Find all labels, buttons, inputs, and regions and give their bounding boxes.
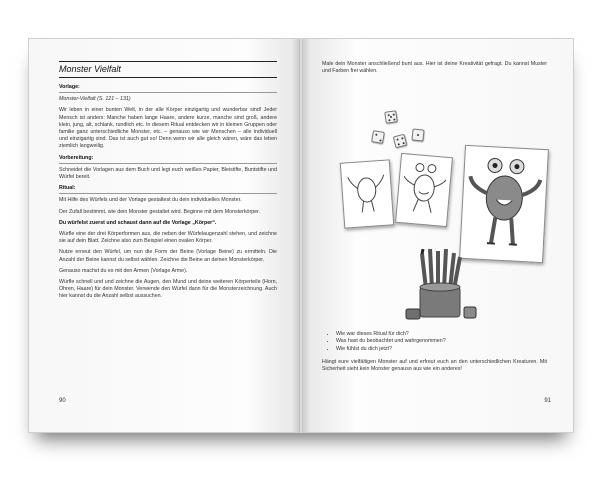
monster-card-1 — [340, 159, 394, 228]
left-page-content — [59, 61, 277, 305]
question-list — [322, 331, 547, 353]
vorbereitung-paragraph: Schneidet die Vorlagen aus dem Buch und legt euch weißes Papier, Bleistifte, Buntstifte und Würfel bereit. — [59, 166, 277, 181]
dice-icon — [384, 110, 398, 124]
right-intro-paragraph: Male dein Monster anschließend bunt aus. Hier ist deine Kreativität gefragt. Du kannst Muster und Farben frei wählen. — [322, 61, 547, 75]
monster-drawing-icon — [341, 160, 393, 227]
page-number-left: 90 — [59, 398, 66, 404]
dice-icon — [411, 128, 424, 141]
page-title: Monster Vielfalt — [59, 61, 277, 78]
section-heading-vorlage: Vorlage: — [59, 84, 277, 93]
ritual-paragraph-3: Würfle eine der drei Körperformen aus, die neben der Würfelaugenzahl stehen, und zeichne sie auf dein Blatt. Zeichne also zum Beispiel einen ovalen Körper. — [59, 231, 277, 245]
pencil-cup — [402, 249, 482, 324]
right-page-lower — [322, 331, 547, 374]
pencil-sharpener-icon — [406, 309, 420, 319]
question-item: • Wie war dieses Ritual für dich? — [336, 331, 547, 338]
right-page-content — [322, 61, 547, 79]
question-item: • Was hast du beobachtet und wahrgenommen? — [336, 338, 547, 345]
vorlage-reference: Monster-Vielfalt (S. 121 – 131) — [59, 96, 131, 103]
pencil-cup-icon — [402, 249, 482, 324]
ritual-paragraph-5: Genauso machst du es mit den Armen (Vorlage Arme). — [59, 267, 188, 274]
ritual-paragraph-4: Nutze erneut den Würfel, um nun die Form der Beine (Vorlage Beine) zu ermitteln. Die Anzahl der Beine kannst du selbst wählen. Zeichne die Beine an deinen Monsterkörper. — [59, 249, 277, 263]
left-page — [28, 38, 300, 433]
ritual-paragraph-2: Der Zufall bestimmt, wie dein Monster gestaltet wird. Beginne mit dem Monsterkörper. — [59, 208, 261, 215]
ritual-bold-instruction: Du würfelst zuerst und schaust dann auf die Vorlage „Körper“. — [59, 219, 217, 226]
ritual-paragraph-6: Würfle schnell und und zeichne die Augen, den Mund und deine weiteren Körperteile (Horn, Ohren, Haare) für dein Monster. Verwende den Würfel dann für die Monsterzeichnung. Auch hier kannst du die Anzahl selbst aussuchen. — [59, 279, 277, 300]
dice-icon — [371, 130, 385, 144]
section-heading-vorbereitung: Vorbereitung: — [59, 155, 277, 164]
intro-paragraph: Wir leben in einer bunten Welt, in der alle Körper einzigartig und wunderbar sind! Jeder Mensch ist anders: Manche haben lange Haare, andere kurze, manche sind groß, andere klein, jung, alt, schlank, rundlich etc. In diesem Ritual entdecken wir in kleinen Gruppen oder familie ganz unterschiedliche Monster, etc. – genauso wie wir Menschen – alle individuell und einzigartig sind. Das ist auch gut so! Denn wenn wir alle gleich wären, wäre das leben ziemlich langweilig. — [59, 107, 277, 150]
dice-icon — [393, 134, 408, 149]
page-number-right: 91 — [544, 398, 551, 404]
section-heading-ritual: Ritual: — [59, 185, 277, 194]
monster-drawing-icon — [460, 146, 548, 262]
monster-card-3 — [459, 145, 549, 263]
closing-paragraph: Hängt eure vielfältigen Monster auf und erfreut euch an den unterschiedlichen Kreaturen. Mit Sicherheit sieht kein Monster genauso aus wie ein anderes! — [322, 359, 547, 373]
monster-card-2 — [395, 153, 453, 227]
ritual-paragraph-1: Mit Hilfe des Würfels und der Vorlage gestaltest du dein individuelles Monster. — [59, 197, 242, 204]
illustration — [302, 99, 574, 329]
question-item: • Wie fühlst du dich jetzt? — [336, 346, 547, 353]
open-book — [28, 38, 574, 433]
monster-drawing-icon — [396, 154, 452, 226]
right-page — [302, 38, 574, 433]
